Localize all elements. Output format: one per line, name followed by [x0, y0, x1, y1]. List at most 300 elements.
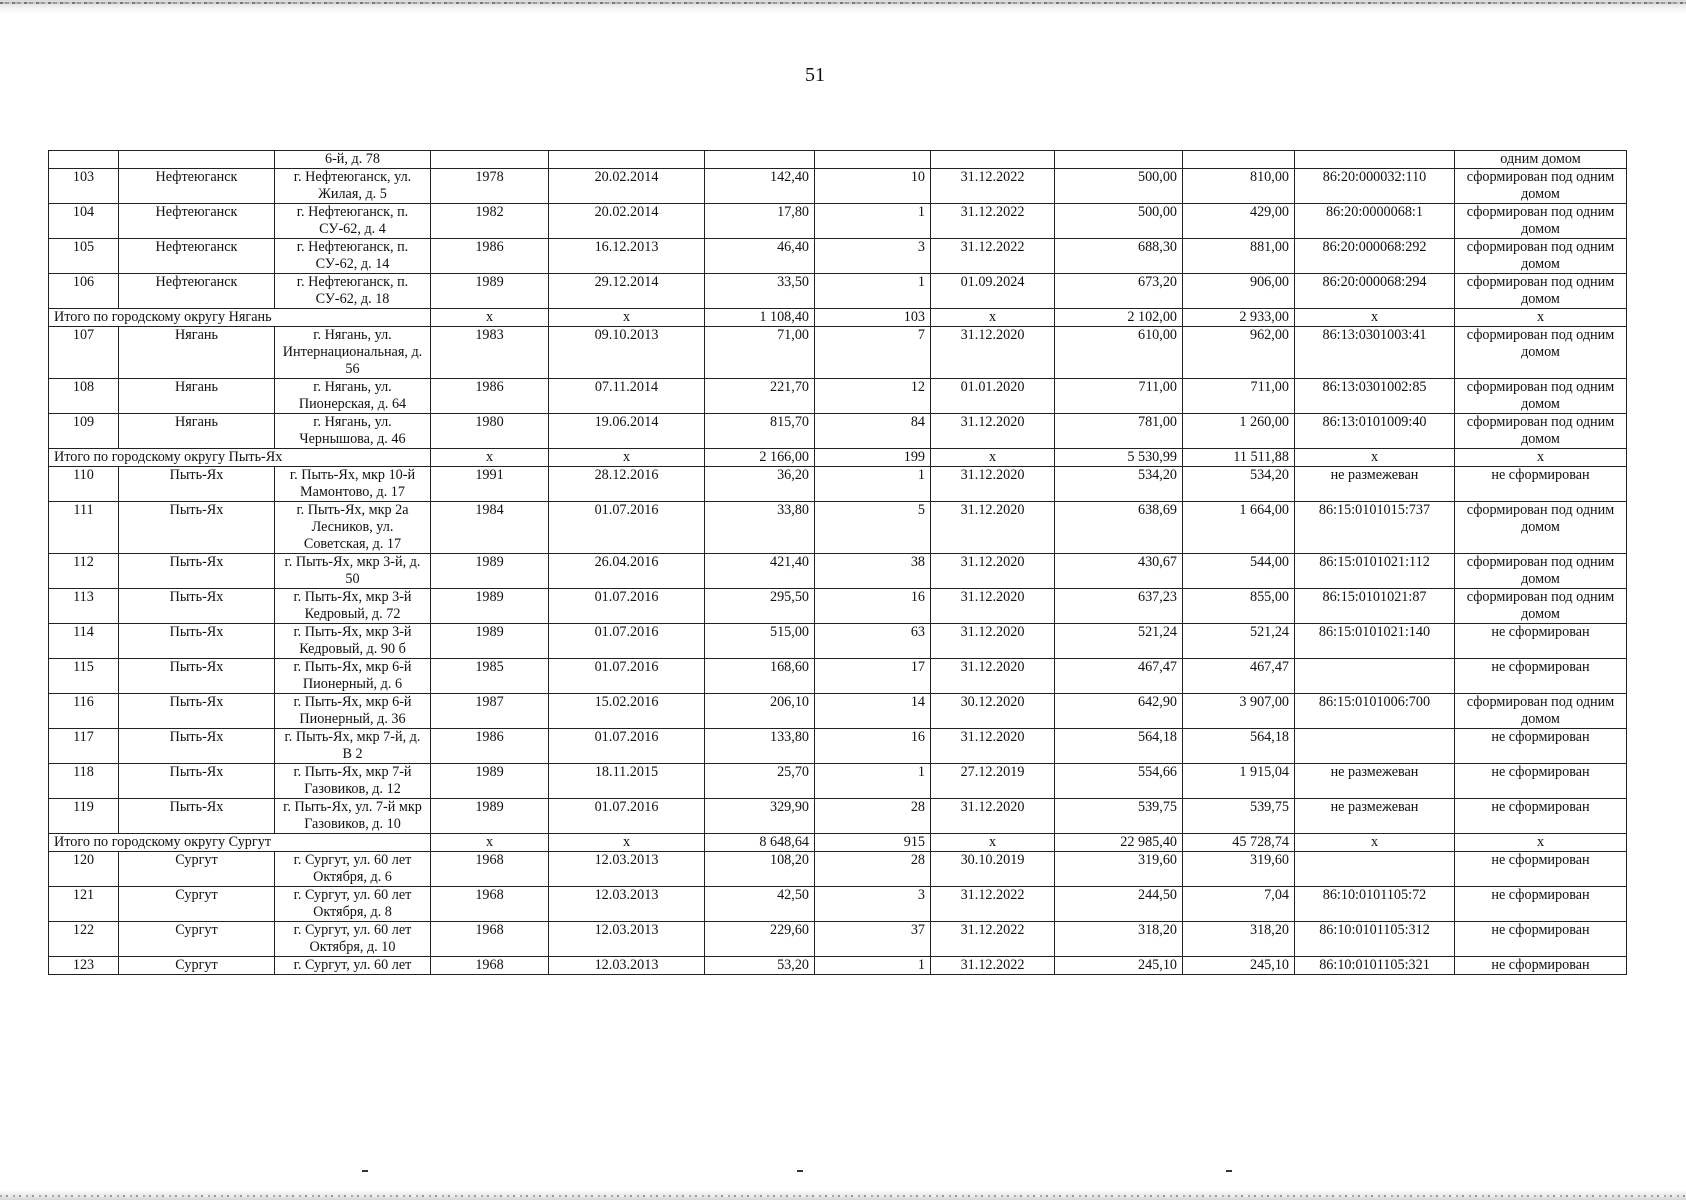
- subtotal-build-year-cell: x: [431, 834, 549, 852]
- row-number-cell: 119: [49, 799, 119, 834]
- cadastral-number-cell: 86:20:000068:294: [1295, 274, 1455, 309]
- area-cell: 46,40: [705, 239, 815, 274]
- land-area-cell: 962,00: [1183, 327, 1295, 379]
- recognition-date-cell: 01.07.2016: [549, 799, 705, 834]
- municipality-cell: Пыть-Ях: [119, 467, 275, 502]
- cadastral-number-cell: 86:15:0101006:700: [1295, 694, 1455, 729]
- cost-cell: 642,90: [1055, 694, 1183, 729]
- row-number-cell: 108: [49, 379, 119, 414]
- municipality-cell: Нягань: [119, 414, 275, 449]
- row-number-cell: 110: [49, 467, 119, 502]
- subtotal-area-cell: 2 166,00: [705, 449, 815, 467]
- land-area-cell: 810,00: [1183, 169, 1295, 204]
- area-cell: 33,80: [705, 502, 815, 554]
- municipality-cell: Пыть-Ях: [119, 554, 275, 589]
- residents-cell: 63: [815, 624, 931, 659]
- municipality-cell: Нягань: [119, 327, 275, 379]
- recognition-date-cell: 12.03.2013: [549, 957, 705, 975]
- area-cell: 36,20: [705, 467, 815, 502]
- subtotal-land-status-cell: x: [1455, 449, 1627, 467]
- table-row: [49, 589, 1627, 624]
- resettlement-deadline-cell: 31.12.2022: [931, 922, 1055, 957]
- resettlement-deadline-cell: 31.12.2020: [931, 467, 1055, 502]
- build-year-cell: 1991: [431, 467, 549, 502]
- residents-cell: 5: [815, 502, 931, 554]
- continuation-row: [49, 151, 1627, 169]
- land-area-cell: 906,00: [1183, 274, 1295, 309]
- area-cell: 133,80: [705, 729, 815, 764]
- subtotal-resettlement-deadline-cell: x: [931, 834, 1055, 852]
- resettlement-deadline-cell: 31.12.2022: [931, 957, 1055, 975]
- area-cell: 42,50: [705, 887, 815, 922]
- table-row: [49, 239, 1627, 274]
- cadastral-number-cell: 86:13:0101009:40: [1295, 414, 1455, 449]
- land-status-cell: не сформирован: [1455, 852, 1627, 887]
- subtotal-row: [49, 834, 1627, 852]
- table-row: [49, 204, 1627, 239]
- scan-mark: [797, 1170, 803, 1172]
- table-row: [49, 274, 1627, 309]
- scan-mark: [362, 1170, 368, 1172]
- table-row: [49, 729, 1627, 764]
- subtotal-label: Итого по городскому округу Пыть-Ях: [49, 449, 431, 467]
- recognition-date-cell: 19.06.2014: [549, 414, 705, 449]
- recognition-date-cell: 01.07.2016: [549, 589, 705, 624]
- land-status-cell: сформирован под одним домом: [1455, 379, 1627, 414]
- address-cell: г. Сургут, ул. 60 лет Октября, д. 6: [275, 852, 431, 887]
- cost-cell: 319,60: [1055, 852, 1183, 887]
- build-year-cell: 1985: [431, 659, 549, 694]
- recognition-date-cell: 01.07.2016: [549, 659, 705, 694]
- build-year-cell: 1987: [431, 694, 549, 729]
- cost-cell: 467,47: [1055, 659, 1183, 694]
- residents-cell: 84: [815, 414, 931, 449]
- cost-cell: 610,00: [1055, 327, 1183, 379]
- build-year-cell: 1968: [431, 957, 549, 975]
- land-status-cell: не сформирован: [1455, 887, 1627, 922]
- build-year-cell: 1980: [431, 414, 549, 449]
- cost-cell: 521,24: [1055, 624, 1183, 659]
- municipality-cell: Нефтеюганск: [119, 204, 275, 239]
- recognition-date-cell: 15.02.2016: [549, 694, 705, 729]
- resettlement-deadline-cell: 30.10.2019: [931, 852, 1055, 887]
- build-year-cell: 1982: [431, 204, 549, 239]
- land-area-cell: 319,60: [1183, 852, 1295, 887]
- land-area-cell: 711,00: [1183, 379, 1295, 414]
- build-year-cell: 1986: [431, 729, 549, 764]
- resettlement-deadline-cell: 01.01.2020: [931, 379, 1055, 414]
- land-status-cell: сформирован под одним домом: [1455, 169, 1627, 204]
- build-year-cell: 1983: [431, 327, 549, 379]
- land-area-cell: 544,00: [1183, 554, 1295, 589]
- residents-cell: 16: [815, 729, 931, 764]
- row-number-cell: 120: [49, 852, 119, 887]
- row-number-cell: 122: [49, 922, 119, 957]
- address-cell: г. Сургут, ул. 60 лет Октября, д. 8: [275, 887, 431, 922]
- area-cell: 329,90: [705, 799, 815, 834]
- row-number-cell: 107: [49, 327, 119, 379]
- row-number-cell: 115: [49, 659, 119, 694]
- resettlement-deadline-cell: 27.12.2019: [931, 764, 1055, 799]
- row-number-cell: 106: [49, 274, 119, 309]
- table-row: [49, 852, 1627, 887]
- area-cell: 221,70: [705, 379, 815, 414]
- cadastral-number-cell: 86:15:0101021:140: [1295, 624, 1455, 659]
- residents-cell: 38: [815, 554, 931, 589]
- cost-cell: 554,66: [1055, 764, 1183, 799]
- table-row: [49, 502, 1627, 554]
- subtotal-residents-cell: 103: [815, 309, 931, 327]
- subtotal-row: [49, 309, 1627, 327]
- table-row: [49, 922, 1627, 957]
- row-number-cell: 116: [49, 694, 119, 729]
- area-cell: 25,70: [705, 764, 815, 799]
- area-cell: 168,60: [705, 659, 815, 694]
- address-cell: г. Пыть-Ях, мкр 3-й Кедровый, д. 72: [275, 589, 431, 624]
- recognition-date-cell: 01.07.2016: [549, 502, 705, 554]
- build-year-cell: 1968: [431, 852, 549, 887]
- address-cell: г. Пыть-Ях, мкр 10-й Мамонтово, д. 17: [275, 467, 431, 502]
- cadastral-number-cell: 86:13:0301003:41: [1295, 327, 1455, 379]
- table-row: [49, 467, 1627, 502]
- residents-cell: 3: [815, 887, 931, 922]
- cost-cell: 500,00: [1055, 204, 1183, 239]
- row-number-cell: 109: [49, 414, 119, 449]
- table-row: [49, 327, 1627, 379]
- build-year-cell: 1989: [431, 274, 549, 309]
- address-cell: г. Нефтеюганск, п. СУ-62, д. 14: [275, 239, 431, 274]
- cost-cell: 244,50: [1055, 887, 1183, 922]
- area-cell: 142,40: [705, 169, 815, 204]
- cadastral-number-cell: 86:20:000068:292: [1295, 239, 1455, 274]
- subtotal-label: Итого по городскому округу Нягань: [49, 309, 431, 327]
- row-number-cell: 112: [49, 554, 119, 589]
- table-row: [49, 887, 1627, 922]
- land-area-cell: 1 915,04: [1183, 764, 1295, 799]
- land-status-cell: не сформирован: [1455, 467, 1627, 502]
- address-cell: г. Пыть-Ях, ул. 7-й мкр Газовиков, д. 10: [275, 799, 431, 834]
- page-number: 51: [805, 64, 825, 86]
- residents-cell: 7: [815, 327, 931, 379]
- cost-cell: 500,00: [1055, 169, 1183, 204]
- address-cell: г. Сургут, ул. 60 лет Октября, д. 10: [275, 922, 431, 957]
- cadastral-number-cell: 86:15:0101015:737: [1295, 502, 1455, 554]
- area-cell: 421,40: [705, 554, 815, 589]
- row-number-cell: 111: [49, 502, 119, 554]
- build-year-cell: 1986: [431, 379, 549, 414]
- land-status-cell: сформирован под одним домом: [1455, 554, 1627, 589]
- residents-cell: 12: [815, 379, 931, 414]
- table-row: [49, 169, 1627, 204]
- subtotal-area-cell: 1 108,40: [705, 309, 815, 327]
- address-cell: г. Пыть-Ях, мкр 2а Лесников, ул. Советская, д. 17: [275, 502, 431, 554]
- status-cell: одним домом: [1455, 151, 1627, 169]
- cost-cell: 430,67: [1055, 554, 1183, 589]
- area-cell: 815,70: [705, 414, 815, 449]
- cadastral-number-cell: [1295, 852, 1455, 887]
- subtotal-cost-cell: 22 985,40: [1055, 834, 1183, 852]
- municipality-cell: Нефтеюганск: [119, 239, 275, 274]
- address-cell: г. Сургут, ул. 60 лет: [275, 957, 431, 975]
- address-cell: г. Пыть-Ях, мкр 6-й Пионерный, д. 6: [275, 659, 431, 694]
- land-area-cell: 855,00: [1183, 589, 1295, 624]
- build-year-cell: 1968: [431, 922, 549, 957]
- municipality-cell: Нефтеюганск: [119, 169, 275, 204]
- land-area-cell: 3 907,00: [1183, 694, 1295, 729]
- row-number-cell: 103: [49, 169, 119, 204]
- address-cell: г. Пыть-Ях, мкр 3-й, д. 50: [275, 554, 431, 589]
- cost-cell: 637,23: [1055, 589, 1183, 624]
- resettlement-deadline-cell: 31.12.2022: [931, 169, 1055, 204]
- subtotal-residents-cell: 915: [815, 834, 931, 852]
- subtotal-residents-cell: 199: [815, 449, 931, 467]
- row-number-cell: 118: [49, 764, 119, 799]
- area-cell: 108,20: [705, 852, 815, 887]
- table-row: [49, 694, 1627, 729]
- cadastral-number-cell: не размежеван: [1295, 799, 1455, 834]
- cost-cell: 245,10: [1055, 957, 1183, 975]
- row-number-cell: 114: [49, 624, 119, 659]
- residents-cell: 28: [815, 799, 931, 834]
- land-status-cell: не сформирован: [1455, 957, 1627, 975]
- resettlement-deadline-cell: 01.09.2024: [931, 274, 1055, 309]
- build-year-cell: 1989: [431, 799, 549, 834]
- address-cell: г. Пыть-Ях, мкр 7-й Газовиков, д. 12: [275, 764, 431, 799]
- recognition-date-cell: 01.07.2016: [549, 729, 705, 764]
- resettlement-deadline-cell: 30.12.2020: [931, 694, 1055, 729]
- subtotal-cadastral-number-cell: x: [1295, 309, 1455, 327]
- land-area-cell: 467,47: [1183, 659, 1295, 694]
- residents-cell: 3: [815, 239, 931, 274]
- table-row: [49, 379, 1627, 414]
- residents-cell: 1: [815, 204, 931, 239]
- cadastral-number-cell: не размежеван: [1295, 467, 1455, 502]
- build-year-cell: 1989: [431, 624, 549, 659]
- subtotal-resettlement-deadline-cell: x: [931, 449, 1055, 467]
- row-number-cell: 104: [49, 204, 119, 239]
- subtotal-land-area-cell: 2 933,00: [1183, 309, 1295, 327]
- resettlement-deadline-cell: 31.12.2020: [931, 414, 1055, 449]
- area-cell: 515,00: [705, 624, 815, 659]
- recognition-date-cell: 12.03.2013: [549, 852, 705, 887]
- cadastral-number-cell: 86:15:0101021:87: [1295, 589, 1455, 624]
- build-year-cell: 1968: [431, 887, 549, 922]
- resettlement-deadline-cell: 31.12.2020: [931, 502, 1055, 554]
- municipality-cell: Пыть-Ях: [119, 694, 275, 729]
- resettlement-deadline-cell: 31.12.2020: [931, 589, 1055, 624]
- municipality-cell: Нефтеюганск: [119, 274, 275, 309]
- residents-cell: 28: [815, 852, 931, 887]
- land-area-cell: 7,04: [1183, 887, 1295, 922]
- row-number-cell: 121: [49, 887, 119, 922]
- scan-mark: [1226, 1170, 1232, 1172]
- address-cell: г. Нефтеюганск, ул. Жилая, д. 5: [275, 169, 431, 204]
- address-cell: г. Пыть-Ях, мкр 7-й, д. В 2: [275, 729, 431, 764]
- subtotal-recognition-date-cell: x: [549, 834, 705, 852]
- land-area-cell: 245,10: [1183, 957, 1295, 975]
- cost-cell: 564,18: [1055, 729, 1183, 764]
- resettlement-deadline-cell: 31.12.2022: [931, 239, 1055, 274]
- land-area-cell: 539,75: [1183, 799, 1295, 834]
- row-number-cell: 117: [49, 729, 119, 764]
- subtotal-land-status-cell: x: [1455, 309, 1627, 327]
- municipality-cell: Пыть-Ях: [119, 502, 275, 554]
- land-status-cell: сформирован под одним домом: [1455, 204, 1627, 239]
- land-status-cell: не сформирован: [1455, 659, 1627, 694]
- subtotal-row: [49, 449, 1627, 467]
- recognition-date-cell: 20.02.2014: [549, 169, 705, 204]
- resettlement-deadline-cell: 31.12.2020: [931, 327, 1055, 379]
- area-cell: 229,60: [705, 922, 815, 957]
- subtotal-cost-cell: 2 102,00: [1055, 309, 1183, 327]
- land-area-cell: 318,20: [1183, 922, 1295, 957]
- resettlement-deadline-cell: 31.12.2020: [931, 659, 1055, 694]
- residents-cell: 1: [815, 764, 931, 799]
- municipality-cell: Пыть-Ях: [119, 729, 275, 764]
- subtotal-land-status-cell: x: [1455, 834, 1627, 852]
- cadastral-number-cell: не размежеван: [1295, 764, 1455, 799]
- recognition-date-cell: 28.12.2016: [549, 467, 705, 502]
- land-area-cell: 1 664,00: [1183, 502, 1295, 554]
- recognition-date-cell: 12.03.2013: [549, 922, 705, 957]
- land-status-cell: не сформирован: [1455, 729, 1627, 764]
- cadastral-number-cell: 86:13:0301002:85: [1295, 379, 1455, 414]
- subtotal-build-year-cell: x: [431, 309, 549, 327]
- land-area-cell: 564,18: [1183, 729, 1295, 764]
- recognition-date-cell: 29.12.2014: [549, 274, 705, 309]
- address-cell: г. Нефтеюганск, п. СУ-62, д. 18: [275, 274, 431, 309]
- cadastral-number-cell: 86:15:0101021:112: [1295, 554, 1455, 589]
- area-cell: 295,50: [705, 589, 815, 624]
- municipality-cell: Пыть-Ях: [119, 659, 275, 694]
- scan-edge-bottom: [0, 1190, 1686, 1200]
- municipality-cell: Нягань: [119, 379, 275, 414]
- build-year-cell: 1978: [431, 169, 549, 204]
- recognition-date-cell: 12.03.2013: [549, 887, 705, 922]
- municipality-cell: Пыть-Ях: [119, 624, 275, 659]
- build-year-cell: 1989: [431, 554, 549, 589]
- table-row: [49, 957, 1627, 975]
- area-cell: 17,80: [705, 204, 815, 239]
- land-status-cell: не сформирован: [1455, 799, 1627, 834]
- land-status-cell: сформирован под одним домом: [1455, 414, 1627, 449]
- subtotal-land-area-cell: 45 728,74: [1183, 834, 1295, 852]
- residents-cell: 1: [815, 957, 931, 975]
- address-cell: г. Нягань, ул. Интернациональная, д. 56: [275, 327, 431, 379]
- municipality-cell: Пыть-Ях: [119, 799, 275, 834]
- cost-cell: 711,00: [1055, 379, 1183, 414]
- subtotal-cadastral-number-cell: x: [1295, 449, 1455, 467]
- table-row: [49, 624, 1627, 659]
- land-area-cell: 429,00: [1183, 204, 1295, 239]
- table-row: [49, 554, 1627, 589]
- cadastral-number-cell: 86:10:0101105:312: [1295, 922, 1455, 957]
- subtotal-recognition-date-cell: x: [549, 309, 705, 327]
- subtotal-recognition-date-cell: x: [549, 449, 705, 467]
- residents-cell: 14: [815, 694, 931, 729]
- municipality-cell: Сургут: [119, 852, 275, 887]
- table-row: [49, 764, 1627, 799]
- address-cell: г. Нягань, ул. Пионерская, д. 64: [275, 379, 431, 414]
- build-year-cell: 1986: [431, 239, 549, 274]
- residents-cell: 1: [815, 467, 931, 502]
- land-area-cell: 881,00: [1183, 239, 1295, 274]
- land-status-cell: не сформирован: [1455, 922, 1627, 957]
- municipality-cell: Сургут: [119, 922, 275, 957]
- subtotal-area-cell: 8 648,64: [705, 834, 815, 852]
- subtotal-land-area-cell: 11 511,88: [1183, 449, 1295, 467]
- residents-cell: 1: [815, 274, 931, 309]
- residents-cell: 16: [815, 589, 931, 624]
- recognition-date-cell: 26.04.2016: [549, 554, 705, 589]
- address-cell: г. Пыть-Ях, мкр 6-й Пионерный, д. 36: [275, 694, 431, 729]
- land-area-cell: 1 260,00: [1183, 414, 1295, 449]
- address-cell: г. Пыть-Ях, мкр 3-й Кедровый, д. 90 б: [275, 624, 431, 659]
- table-row: [49, 799, 1627, 834]
- housing-registry-table: [48, 150, 1627, 975]
- address-cell: г. Нефтеюганск, п. СУ-62, д. 4: [275, 204, 431, 239]
- row-number-cell: 105: [49, 239, 119, 274]
- cadastral-number-cell: 86:20:000032:110: [1295, 169, 1455, 204]
- cadastral-number-cell: 86:10:0101105:72: [1295, 887, 1455, 922]
- recognition-date-cell: 09.10.2013: [549, 327, 705, 379]
- resettlement-deadline-cell: 31.12.2022: [931, 887, 1055, 922]
- cost-cell: 688,30: [1055, 239, 1183, 274]
- address-cell: г. Нягань, ул. Чернышова, д. 46: [275, 414, 431, 449]
- land-status-cell: не сформирован: [1455, 764, 1627, 799]
- recognition-date-cell: 16.12.2013: [549, 239, 705, 274]
- resettlement-deadline-cell: 31.12.2020: [931, 799, 1055, 834]
- resettlement-deadline-cell: 31.12.2020: [931, 624, 1055, 659]
- subtotal-cadastral-number-cell: x: [1295, 834, 1455, 852]
- row-number-cell: 113: [49, 589, 119, 624]
- land-area-cell: 521,24: [1183, 624, 1295, 659]
- cost-cell: 673,20: [1055, 274, 1183, 309]
- resettlement-deadline-cell: 31.12.2020: [931, 729, 1055, 764]
- cost-cell: 638,69: [1055, 502, 1183, 554]
- land-status-cell: сформирован под одним домом: [1455, 274, 1627, 309]
- cadastral-number-cell: [1295, 659, 1455, 694]
- land-status-cell: сформирован под одним домом: [1455, 589, 1627, 624]
- cadastral-number-cell: [1295, 729, 1455, 764]
- municipality-cell: Пыть-Ях: [119, 764, 275, 799]
- land-status-cell: сформирован под одним домом: [1455, 694, 1627, 729]
- build-year-cell: 1989: [431, 764, 549, 799]
- subtotal-label: Итого по городскому округу Сургут: [49, 834, 431, 852]
- cost-cell: 318,20: [1055, 922, 1183, 957]
- residents-cell: 37: [815, 922, 931, 957]
- scan-edge-top: [0, 0, 1686, 14]
- recognition-date-cell: 20.02.2014: [549, 204, 705, 239]
- area-cell: 33,50: [705, 274, 815, 309]
- municipality-cell: Сургут: [119, 887, 275, 922]
- recognition-date-cell: 18.11.2015: [549, 764, 705, 799]
- recognition-date-cell: 07.11.2014: [549, 379, 705, 414]
- area-cell: 71,00: [705, 327, 815, 379]
- build-year-cell: 1989: [431, 589, 549, 624]
- table-row: [49, 414, 1627, 449]
- municipality-cell: Сургут: [119, 957, 275, 975]
- area-cell: 53,20: [705, 957, 815, 975]
- area-cell: 206,10: [705, 694, 815, 729]
- land-status-cell: сформирован под одним домом: [1455, 502, 1627, 554]
- table-row: [49, 659, 1627, 694]
- municipality-cell: Пыть-Ях: [119, 589, 275, 624]
- cost-cell: 781,00: [1055, 414, 1183, 449]
- land-status-cell: сформирован под одним домом: [1455, 327, 1627, 379]
- resettlement-deadline-cell: 31.12.2022: [931, 204, 1055, 239]
- land-area-cell: 534,20: [1183, 467, 1295, 502]
